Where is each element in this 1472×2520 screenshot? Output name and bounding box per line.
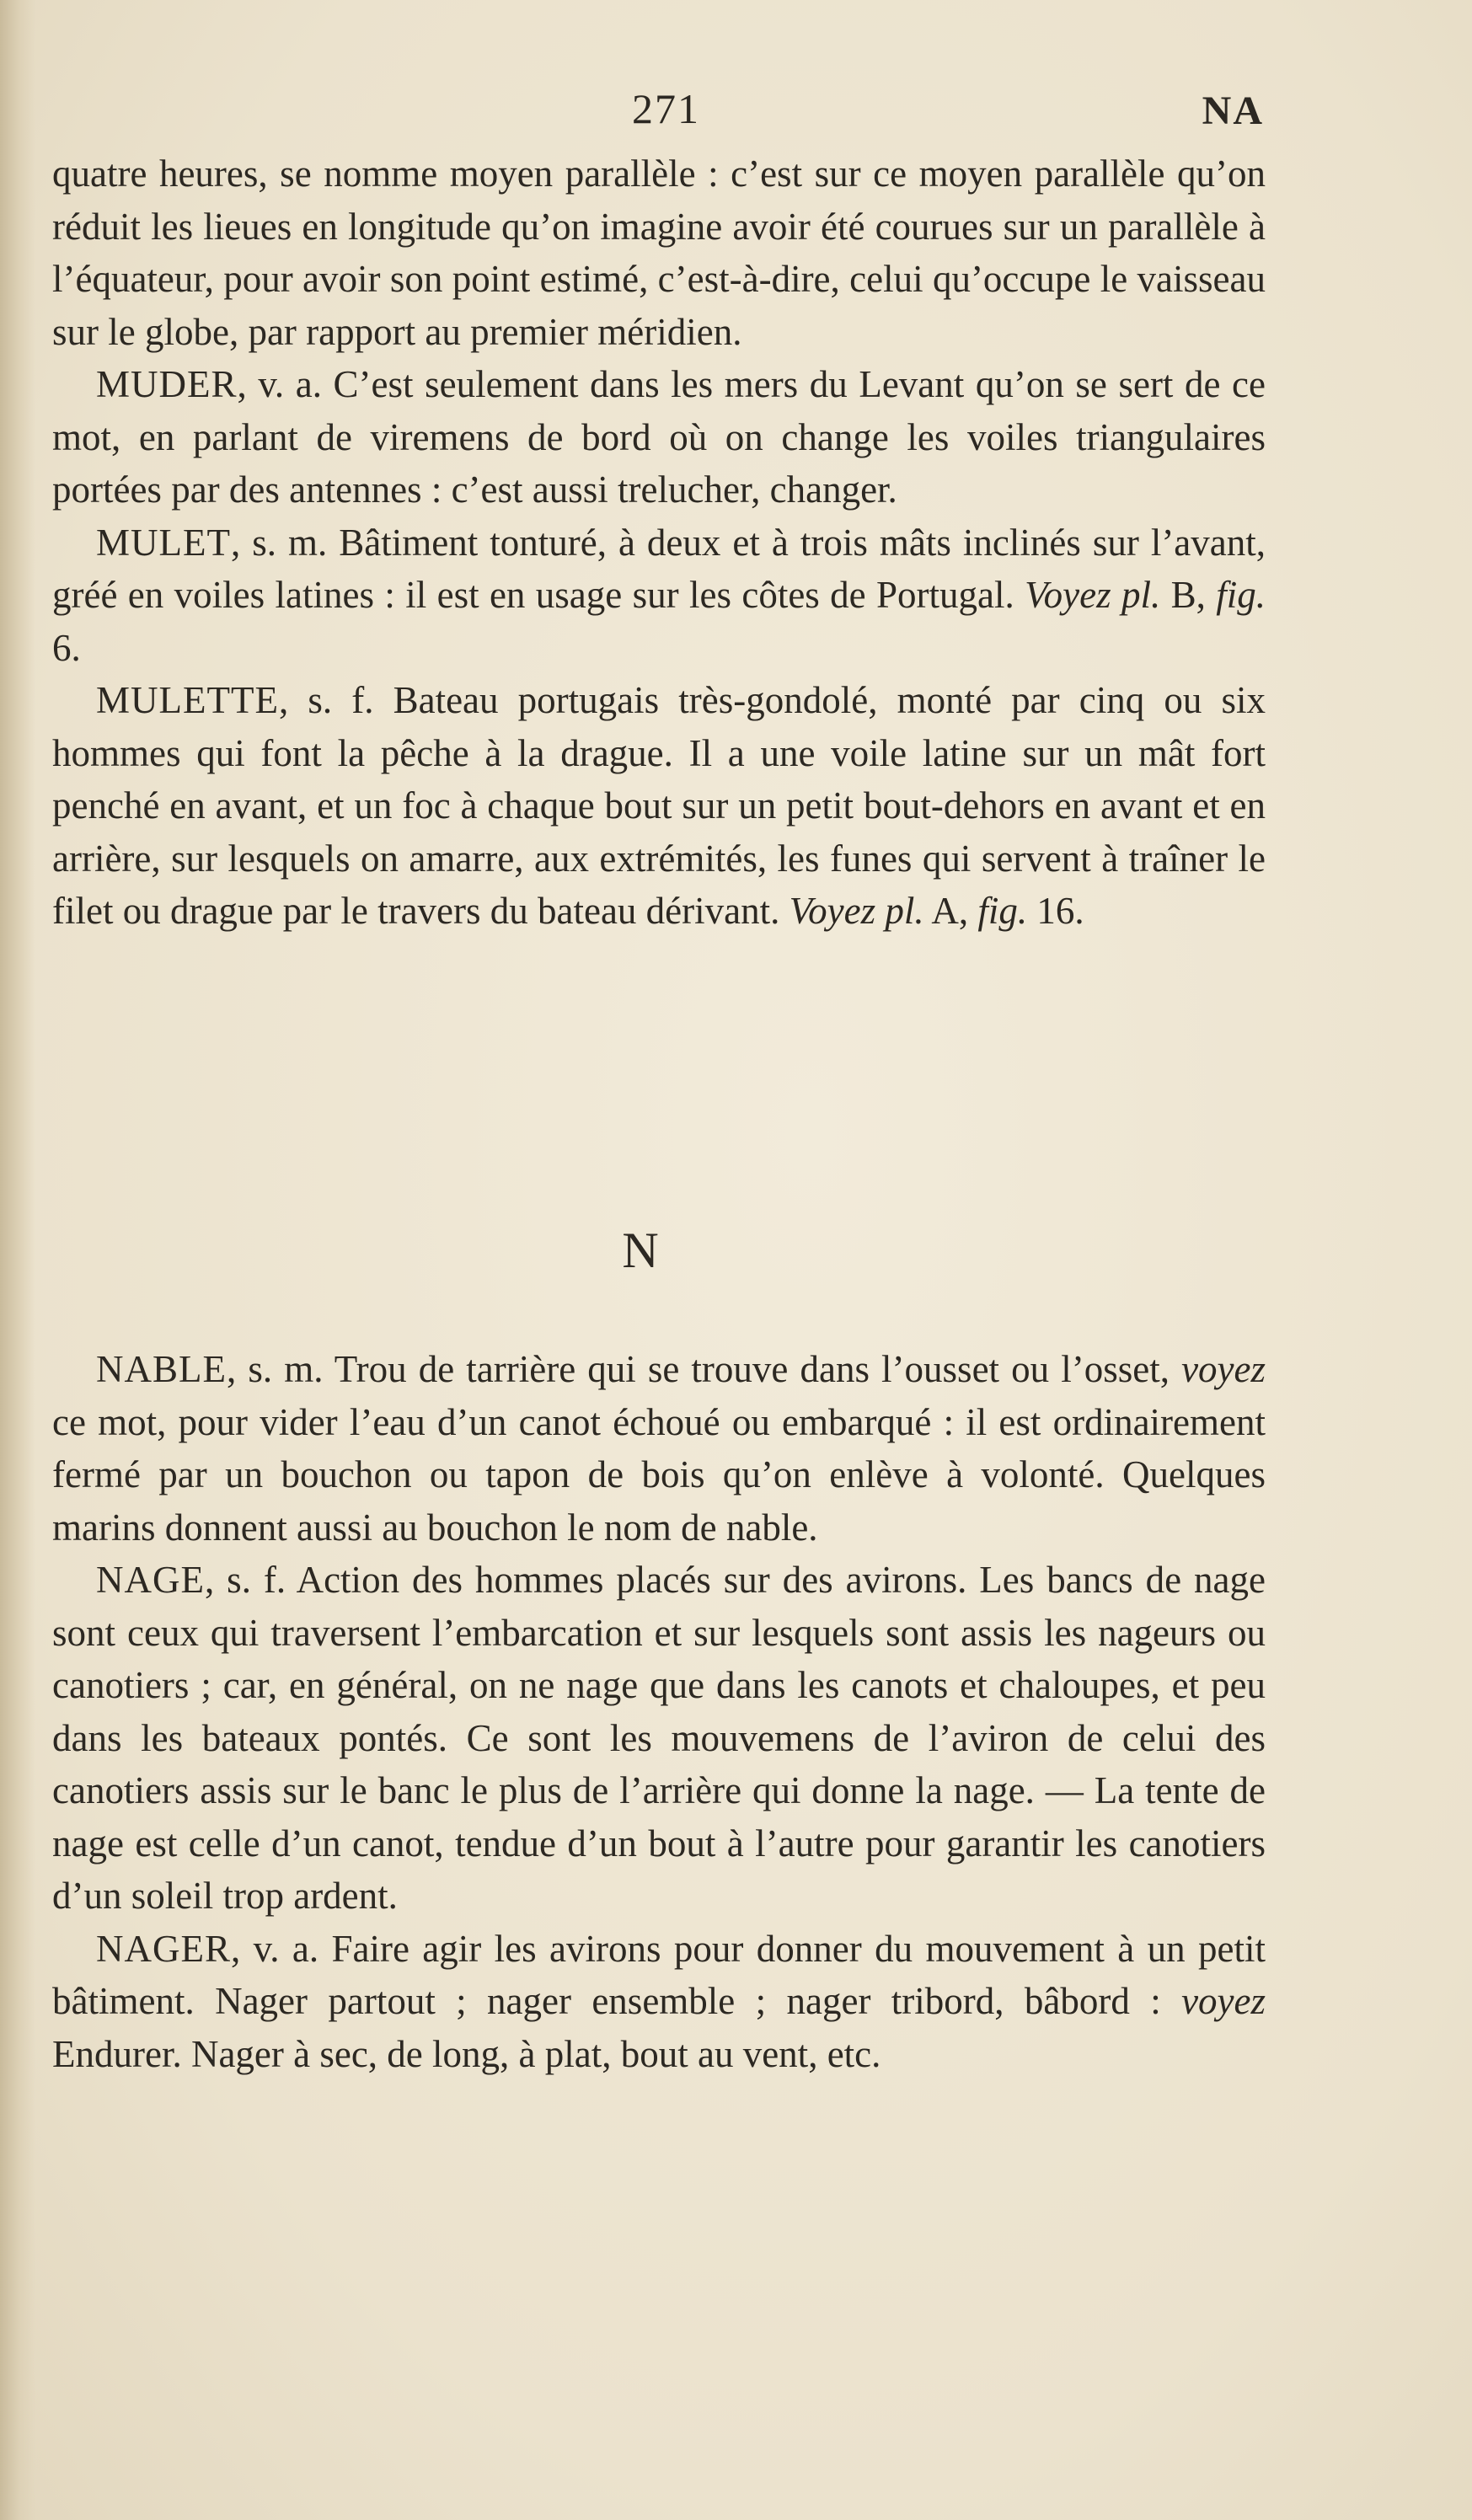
- headword-nager: NAGER: [96, 1927, 231, 1970]
- headword-mulet: MULET: [96, 521, 231, 564]
- entry-mulet: [52, 516, 1266, 675]
- definition-nager-crossref: voyez: [1181, 1980, 1266, 2022]
- entry-nager: [52, 1923, 1266, 2081]
- grammar-nable: , s. m.: [227, 1348, 324, 1390]
- running-head: NA: [1202, 88, 1264, 133]
- page-number: 271: [632, 85, 700, 132]
- upper-text-block: [52, 147, 1266, 938]
- definition-nable-b: ce mot, pour vider l’eau d’un canot échoué ou embarqué : il est ordinairement fermé par un bouchon ou tapon de bois qu’on enlève à volonté. Quelques marins donnent aussi au bouchon le nom de nable.: [52, 1400, 1266, 1549]
- reference-mulette-plate: Voyez pl.: [789, 890, 924, 932]
- definition-mulette: Bateau portugais très-gondolé, monté par cinq ou six hommes qui font la pêche à la drague. Il a une voile latine sur un mât fort penché en avant, et un foc à chaque bout sur un petit bout-dehors en avant et en arrière, sur lesquels on amarre, aux extrémités, les funes qui servent à traîner le filet ou drague par le travers du bateau dérivant.: [52, 679, 1266, 932]
- headword-mulette: MULETTE: [96, 679, 279, 721]
- headword-muder: MUDER: [96, 363, 238, 405]
- definition-nable-a: Trou de tarrière qui se trouve dans l’ousset ou l’osset,: [323, 1348, 1182, 1390]
- definition-nable-crossref: voyez: [1181, 1348, 1266, 1390]
- grammar-mulette: , s. f.: [278, 679, 374, 721]
- lower-text-block: [52, 1343, 1266, 2080]
- definition-muder: C’est seulement dans les mers du Levant qu’on se sert de ce mot, en parlant de viremens de bord où on change les voiles triangulaires portées par des antennes : c’est aussi trelucher, changer.: [52, 363, 1266, 511]
- headword-nage: NAGE: [96, 1559, 205, 1601]
- definition-nager-a: Faire agir les avirons pour donner du mouvement à un petit bâtiment. Nager partout ; nager ensemble ; nager tribord, bâbord :: [52, 1927, 1266, 2022]
- entry-mulette: [52, 674, 1266, 938]
- entry-nage: [52, 1554, 1266, 1923]
- definition-mulet: Bâtiment tonturé, à deux et à trois mâts inclinés sur l’avant, gréé en voiles latines : il est en usage sur les côtes de Portugal.: [52, 521, 1266, 616]
- reference-mulet-fig: fig.: [1216, 574, 1266, 616]
- page-header: [51, 84, 1264, 152]
- reference-mulet-number: 6.: [52, 626, 81, 669]
- grammar-nage: , s. f.: [204, 1559, 286, 1601]
- grammar-muder: , v. a.: [237, 363, 322, 405]
- definition-nage: Action des hommes placés sur des avirons. Les bancs de nage sont ceux qui traversent l’embarcation et sur lesquels sont assis les nageurs ou canotiers ; car, en général, on ne nage que dans les canots et chaloupes, et peu dans les bateaux pontés. Ce sont les mouvemens de l’aviron de celui des canotiers assis sur le banc le plus de l’arrière qui donne la nage. — La tente de nage est celle d’un canot, tendue d’un bout à l’autre pour garantir les canotiers d’un soleil trop ardent.: [52, 1559, 1266, 1917]
- reference-mulette-letter: A,: [923, 890, 978, 932]
- entry-muder: [52, 358, 1266, 516]
- reference-mulette-fig: fig.: [977, 890, 1028, 932]
- section-letter-heading: N: [622, 1223, 659, 1278]
- definition-nager-b: Endurer. Nager à sec, de long, à plat, bout au vent, etc.: [52, 2032, 881, 2075]
- reference-mulet-letter: B,: [1160, 574, 1217, 616]
- continuation-paragraph: quatre heures, se nomme moyen parallèle : c’est sur ce moyen parallèle qu’on réduit les lieues en longitude qu’on imagine avoir été courues sur un parallèle à l’équateur, pour avoir son point estimé, c’est-à-dire, celui qu’occupe le vaisseau sur le globe, par rapport au premier méridien.: [52, 152, 1266, 353]
- entry-nable: [52, 1343, 1266, 1554]
- grammar-mulet: , s. m.: [230, 521, 328, 564]
- reference-mulette-number: 16.: [1027, 890, 1084, 932]
- reference-mulet-plate: Voyez pl.: [1025, 574, 1161, 616]
- grammar-nager: , v. a.: [231, 1927, 319, 1970]
- headword-nable: NABLE: [96, 1348, 227, 1390]
